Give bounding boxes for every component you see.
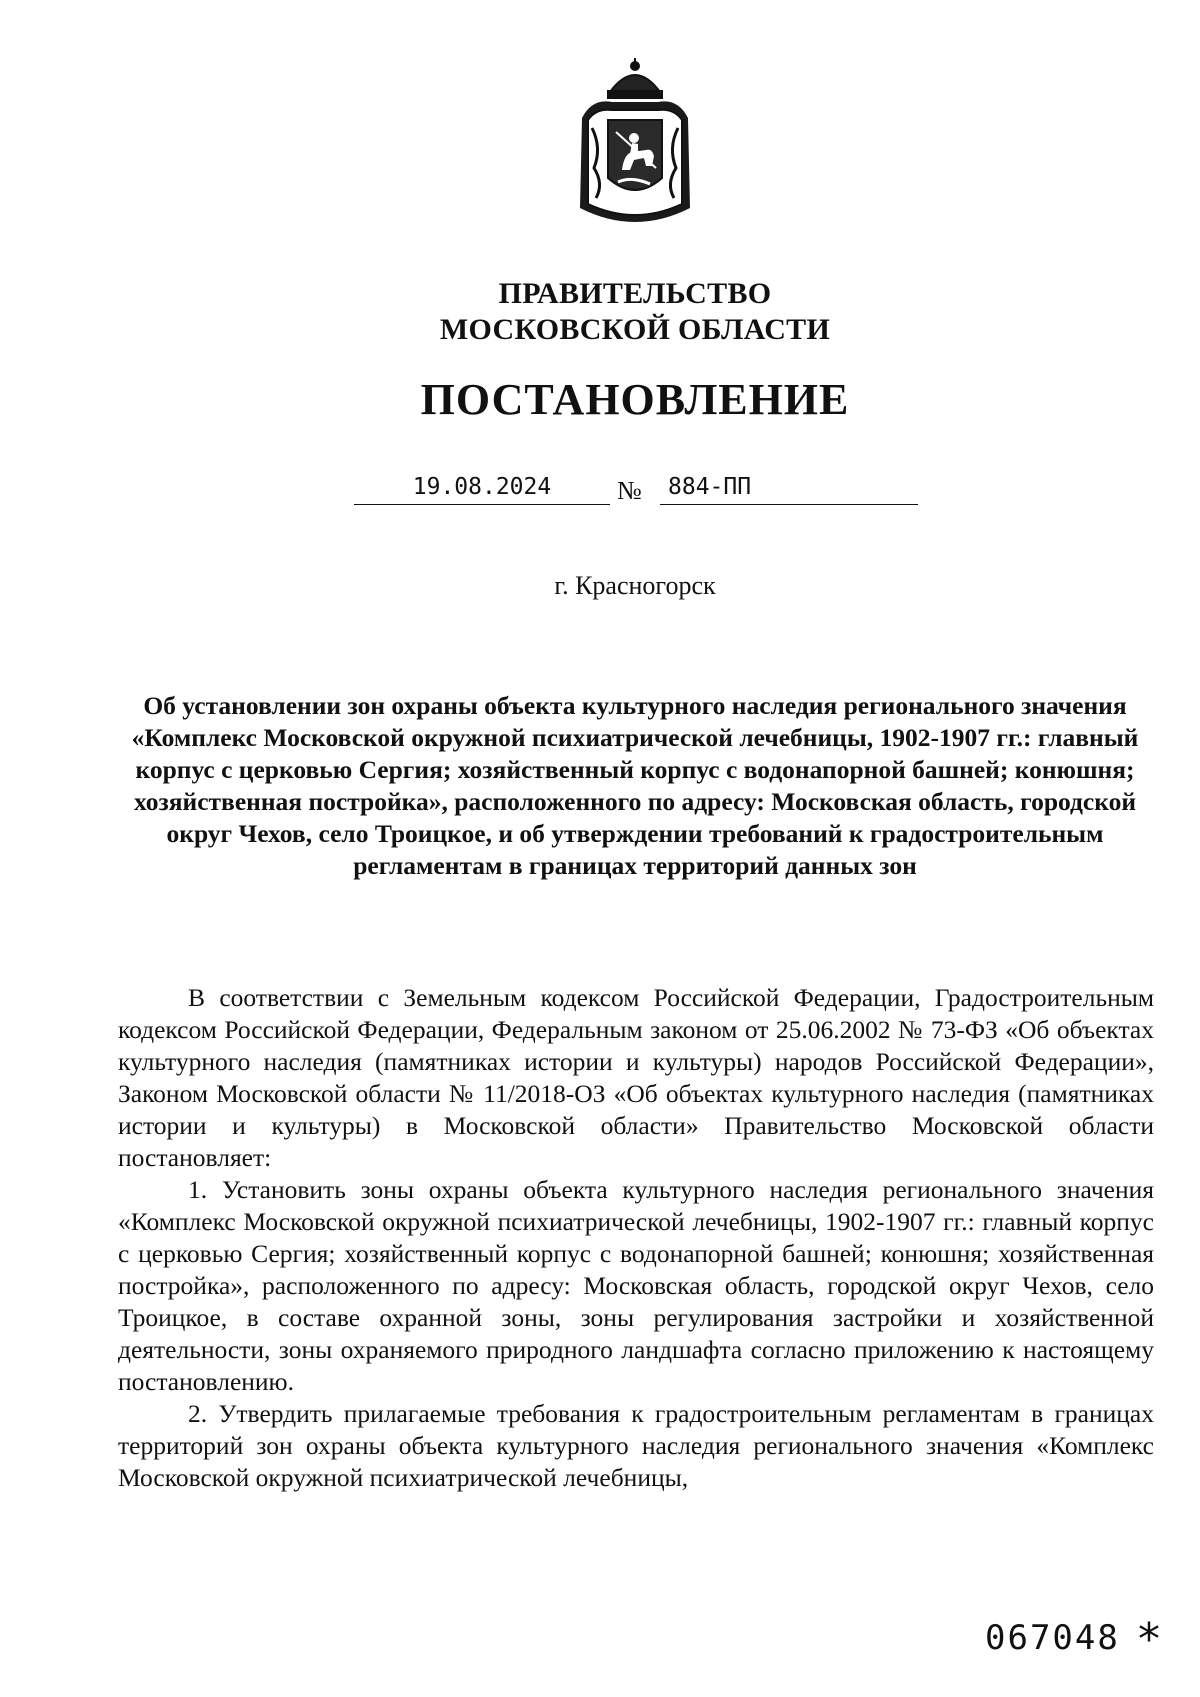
asterisk-mark: * bbox=[1138, 1614, 1160, 1665]
date-number-row bbox=[0, 470, 1200, 510]
document-body bbox=[118, 982, 1154, 1494]
number-sign: № bbox=[617, 476, 642, 505]
org-line-2: МОСКОВСКОЙ ОБЛАСТИ bbox=[439, 313, 831, 346]
document-number: 884-ПП bbox=[668, 474, 752, 500]
item-2-paragraph: 2. Утвердить прилагаемые требования к градостроительным регламентам в границах территорий зон охраны объекта культурного наследия регионального значения «Комплекс Московской окружной психиатрической лечебницы, bbox=[118, 1399, 1154, 1492]
coat-of-arms-icon bbox=[572, 58, 698, 226]
document-subject: Об установлении зон охраны объекта культурного наследия регионального значения «Комплекс Московской окружной психиатрической лечебницы, 1902-1907 гг.: главный корпус с церковью Сергия; хозяйственный корпус с водонапорной башней; конюшня; хозяйственная постройка», расположенного по адресу: Московская область, городской округ Чехов, село Троицкое, и об утверждении требований к градостроительным регламентам в границах территорий данных зон bbox=[131, 691, 1139, 880]
registration-number: 067048 bbox=[985, 1618, 1120, 1658]
organization-name bbox=[0, 276, 1200, 348]
document-number-field bbox=[660, 470, 918, 505]
city: г. Красногорск bbox=[554, 571, 716, 600]
preamble-paragraph: В соответствии с Земельным кодексом Российской Федерации, Градостроительным кодексом Российской Федерации, Федеральным законом от 25.06.2002 № 73-ФЗ «Об объектах культурного наследия (памятниках истории и культуры) народов Российской Федерации», Законом Московской области № 11/2018-ОЗ «Об объектах культурного наследия (памятниках истории и культуры) в Московской области» Правительство Московской области постановляет: bbox=[118, 983, 1154, 1172]
document-date: 19.08.2024 bbox=[354, 470, 610, 505]
document-type: ПОСТАНОВЛЕНИЕ bbox=[420, 375, 850, 424]
item-1-paragraph: 1. Установить зоны охраны объекта культурного наследия регионального значения «Комплекс Московской окружной психиатрической лечебницы, 1902-1907 гг.: главный корпус с церковью Сергия; хозяйственный корпус с водонапорной башней; конюшня; хозяйственная постройка», расположенного по адресу: Московская область, городской округ Чехов, село Троицкое, в составе охранной зоны, зоны регулирования застройки и хозяйственной деятельности, зоны охраняемого природного ландшафта согласно приложению к настоящему постановлению. bbox=[118, 1175, 1154, 1396]
org-line-1: ПРАВИТЕЛЬСТВО bbox=[498, 277, 772, 310]
